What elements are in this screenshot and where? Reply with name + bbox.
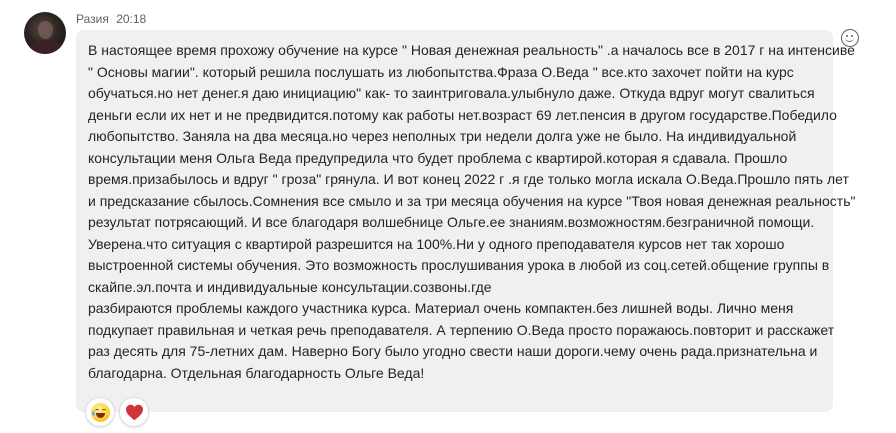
reaction-heart[interactable] — [119, 397, 149, 427]
message-line: раз десять для 75-летних дам. Наверно Богу было угодно свести наши дороги.чему очень рада.признательна и — [88, 343, 818, 359]
message-text — [88, 40, 856, 384]
message-line: консультации меня Ольга Веда предупредила что будет проблема с квартирой.которая я сдавала. Прошло — [88, 149, 788, 166]
message-line: В настоящее время прохожу обучение на курсе " Новая денежная реальность" .а началось все в 2017 г на интенсиве — [88, 42, 855, 58]
message-line: благодарна. Отдельная благодарность Ольге Веда! — [88, 364, 425, 381]
heart-icon — [125, 404, 144, 421]
avatar[interactable] — [24, 12, 66, 54]
message-line: результат потрясающий. И все благодаря волшебнице Ольге.ее знаниям.возможностям.безграничной помощи. — [88, 214, 815, 230]
message-line: скайпе.эл.почта и индивидуальные консультации.созвоны.где — [88, 278, 492, 295]
message-line: и предсказание сбылось.Сомнения все смыло и за три месяца обучения на курсе "Твоя новая денежная реальность" — [88, 192, 856, 209]
message-line: " Основы магии". который решила послушать из любопытства.Фраза О.Веда " все.кто захочет пойти на курс — [88, 63, 794, 80]
message-line: подкупает правильная и четкая речь преподавателя. А терпению О.Веда просто поражаюсь.повторит и расскажет — [88, 321, 835, 338]
message-line: Уверена.что ситуация с квартирой разрешится на 100%.Ни у одного преподавателя курсов нет так хорошо — [88, 235, 785, 252]
message-line: разбираются проблемы каждого участника курса. Материал очень компактен.без лишней воды. Лично меня — [88, 300, 794, 316]
avatar-face — [38, 21, 53, 39]
message-line: обучаться.но нет денег.я даю инициацию" как- то заинтриговала.улыбнуло даже. Откуда вдруг могут свалиться — [88, 85, 815, 101]
message-bubble[interactable] — [76, 30, 856, 412]
emoji-mouth — [845, 36, 854, 42]
message-header — [76, 12, 146, 26]
avatar-shirt — [28, 40, 64, 54]
message-line: любопытство. Заняла на два месяца.но через неполных три недели долга уже не было. На индивидуальной — [88, 128, 797, 144]
message-time: 20:18 — [116, 12, 147, 26]
message-line: выстроенной системы обучения. Это возможность прослушивания урока в любой из соц.сетей.общение группы в — [88, 257, 830, 273]
reaction-laugh[interactable] — [85, 397, 115, 427]
laugh-icon — [91, 403, 110, 422]
message-line: деньги если их нет и не предвидится.потому как работы нет.возраст 69 лет.пенсия в другом государстве.Победило — [88, 106, 837, 123]
add-reaction-icon[interactable] — [841, 29, 859, 47]
message-line: время.призабылось и вдруг " гроза" грянула. И вот конец 2022 г .я где только могла искала О.Веда.Прошло пять лет — [88, 171, 849, 187]
author-name[interactable]: Разия — [76, 12, 109, 26]
